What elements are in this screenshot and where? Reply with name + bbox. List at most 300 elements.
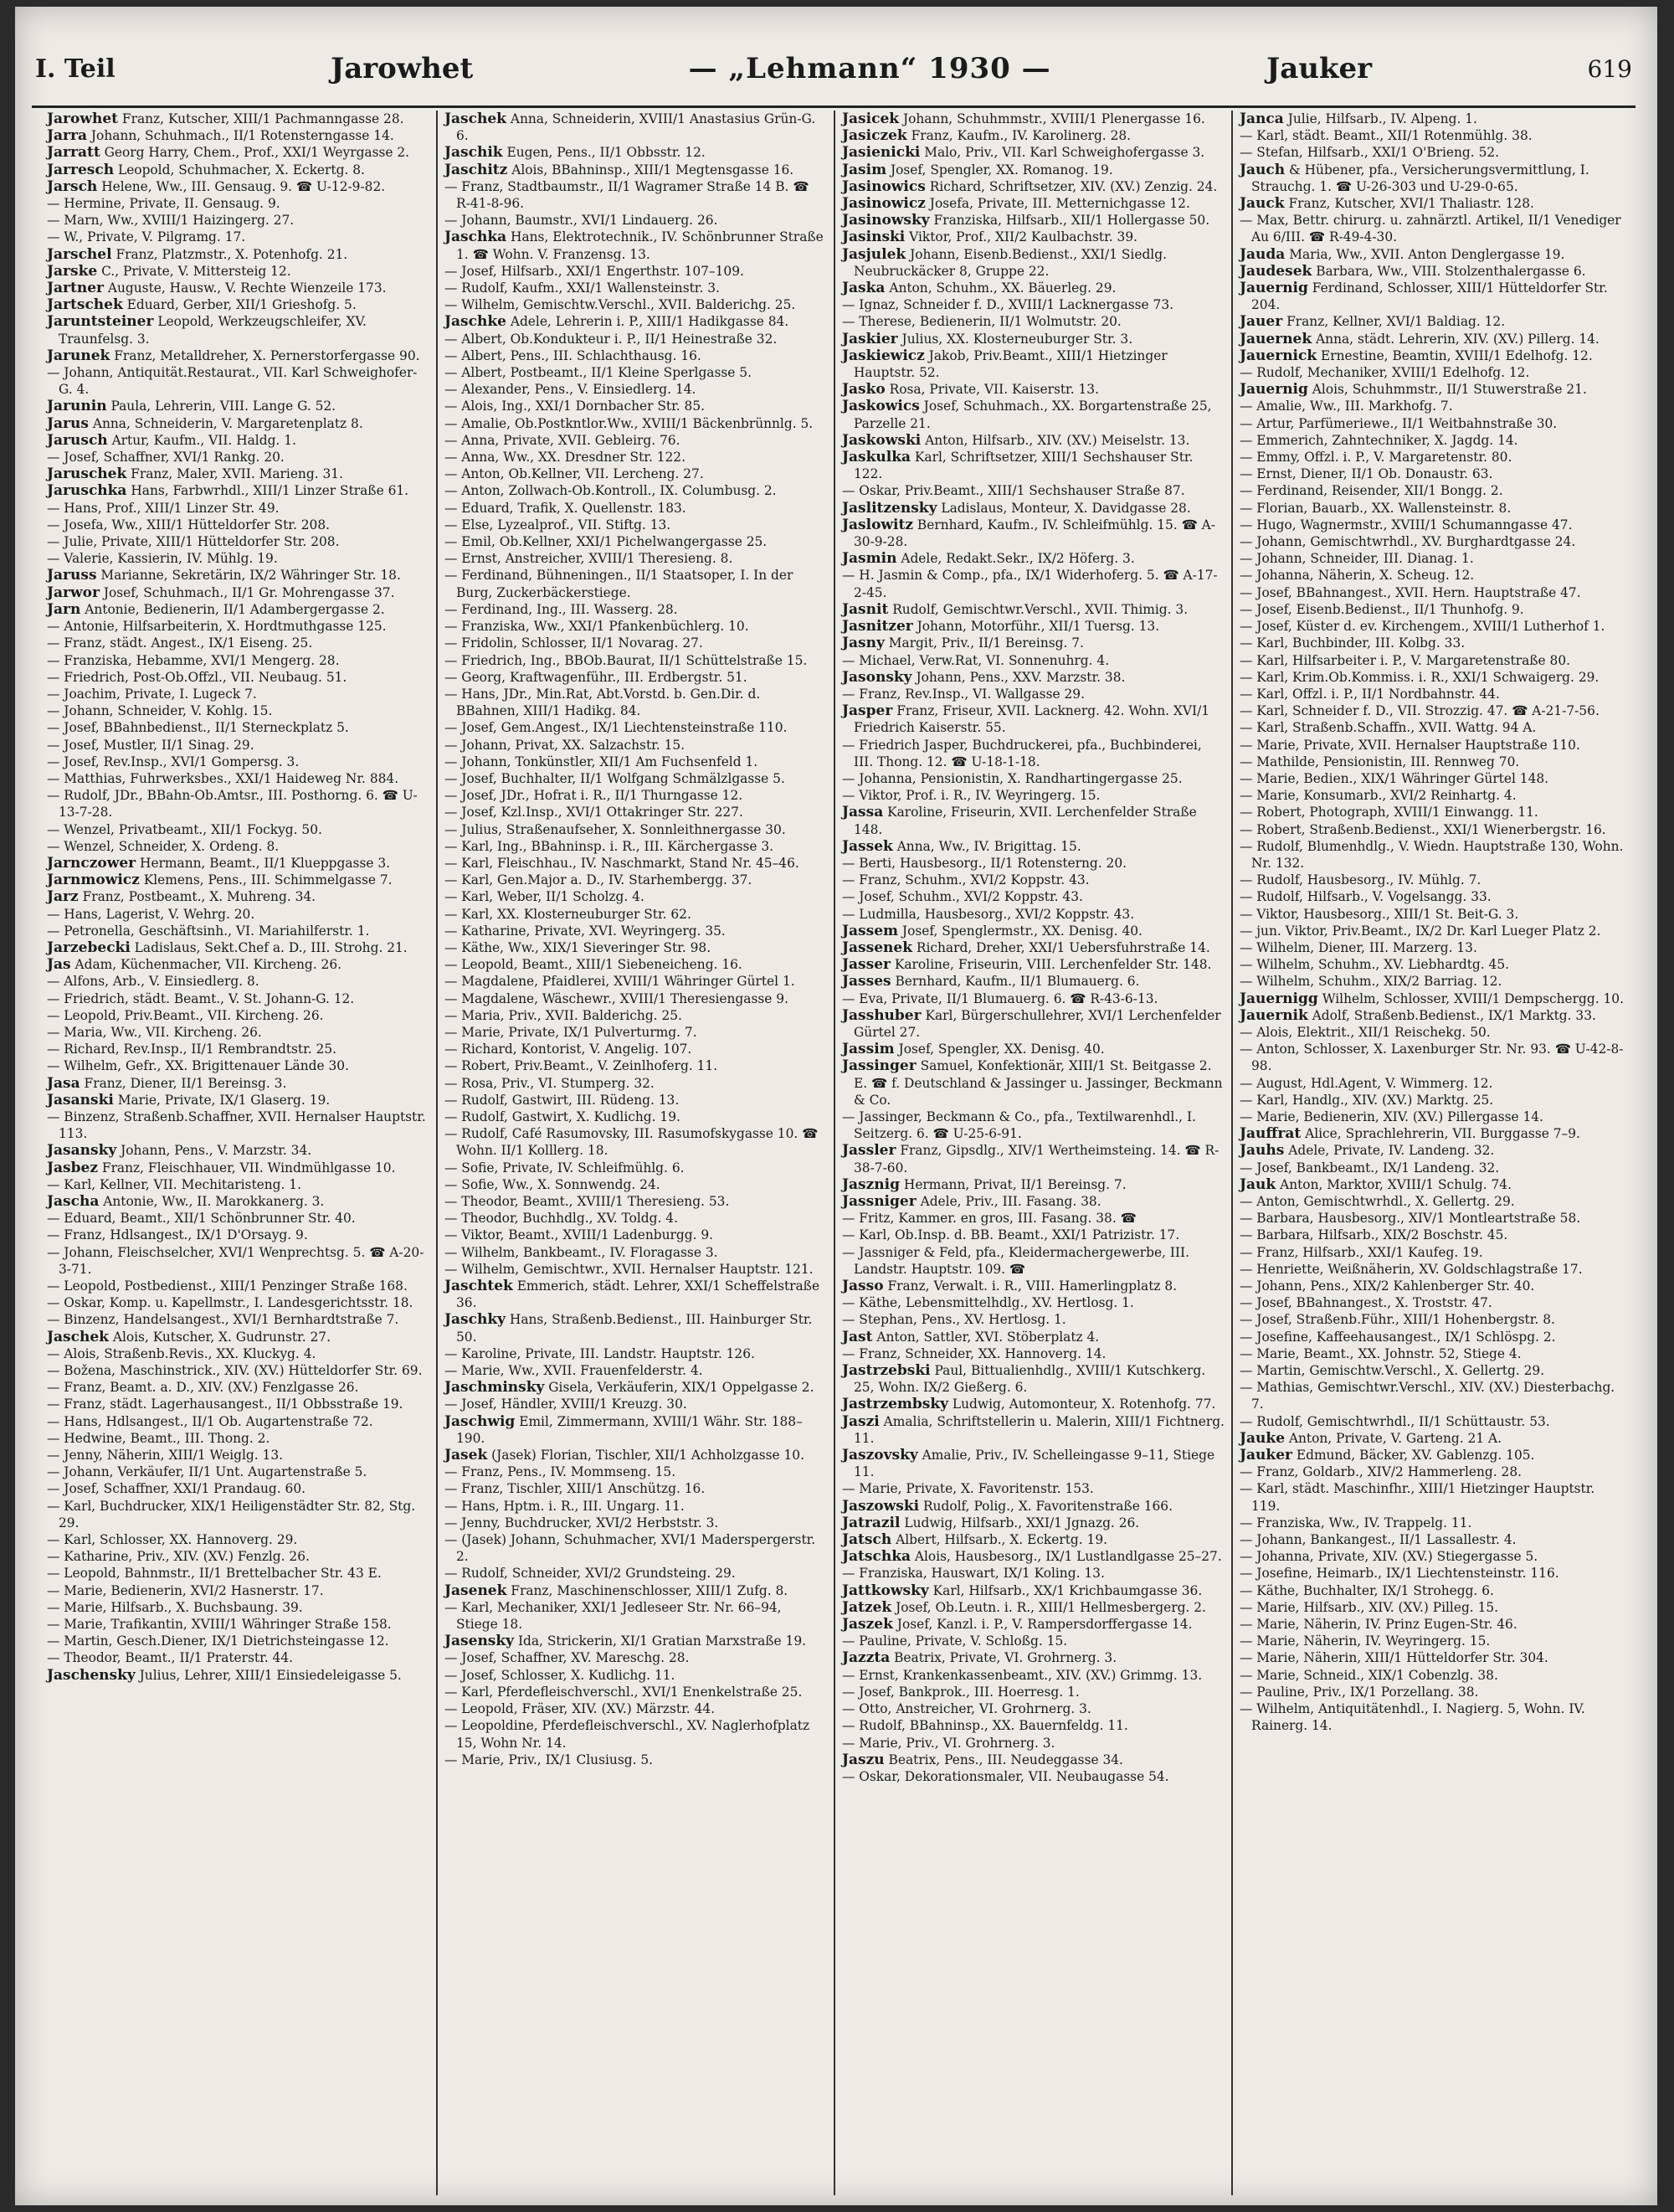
directory-entry: — Hedwine, Beamt., III. Thong. 2.: [47, 1430, 270, 1446]
directory-entry: — Karl, städt. Beamt., XII/1 Rotenmühlg. 38.: [1240, 128, 1533, 144]
directory-entry: Jauernig Alois, Schuhmmstr., II/1 Stuwerstraße 21.: [1240, 381, 1587, 399]
directory-entry: Jaruss Marianne, Sekretärin, IX/2 Währinger Str. 18.: [47, 567, 401, 584]
directory-entry: Janca Julie, Hilfsarb., IV. Alpeng. 1.: [1240, 111, 1477, 127]
directory-entry: — Oskar, Komp. u. Kapellmstr., I. Landesgerichtsstr. 18.: [47, 1295, 413, 1311]
directory-entry: — Josef, Gem.Angest., IX/1 Liechtensteinstraße 110.: [444, 720, 788, 736]
directory-entry: — Josef, Bankprok., III. Hoerresg. 1.: [842, 1684, 1080, 1700]
directory-entry: — Otto, Anstreicher, VI. Grohrnerg. 3.: [842, 1701, 1091, 1717]
column-3: [835, 111, 1233, 2195]
directory-entry: — Alois, Ing., XXI/1 Dornbacher Str. 85.: [444, 399, 706, 414]
directory-entry: — Therese, Bedienerin, II/1 Wolmutstr. 20.: [842, 314, 1122, 330]
directory-entry: — Martin, Gesch.Diener, IX/1 Dietrichsteingasse 12.: [47, 1633, 389, 1649]
directory-entry: — Wilhelm, Bankbeamt., IV. Floragasse 3.: [444, 1244, 718, 1260]
directory-title: — „Lehmann“ 1930 —: [688, 52, 1051, 85]
directory-entry: — Mathias, Gemischtwr.Verschl., XIV. (XV.) Diesterbachg. 7.: [1240, 1380, 1615, 1412]
directory-entry: — Karl, Gen.Major a. D., IV. Starhembergg. 37.: [444, 872, 752, 888]
directory-entry: — Johann, Baumstr., XVI/1 Lindauerg. 26.: [444, 213, 718, 229]
directory-entry: — Joachim, Private, I. Lugeck 7.: [47, 686, 257, 702]
directory-entry: Jauernek Anna, städt. Lehrerin, XIV. (XV.) Pillerg. 14.: [1240, 330, 1600, 347]
directory-entry: Jauffrat Alice, Sprachlehrerin, VII. Burggasse 7–9.: [1240, 1125, 1580, 1143]
directory-entry: — Wenzel, Schneider, X. Ordeng. 8.: [47, 838, 280, 854]
directory-entry: — Jenny, Buchdrucker, XVI/2 Herbststr. 3.: [444, 1515, 719, 1530]
directory-entry: Jastrzembsky Ludwig, Automonteur, X. Rotenhofg. 77.: [842, 1396, 1216, 1413]
directory-entry: — Hermine, Private, II. Gensaug. 9.: [47, 196, 280, 212]
directory-entry: — Robert, Photograph, XVIII/1 Einwangg. 11.: [1240, 805, 1538, 820]
directory-entry: — Ferdinand, Bühneningen., II/1 Staatsoper, I. In der Burg, Zuckerbäckerstiege.: [444, 568, 793, 600]
directory-entry: — Josef, Schaffner, XV. Mareschg. 28.: [444, 1650, 690, 1666]
directory-entry: Jattkowsky Karl, Hilfsarb., XX/1 Krichbaumgasse 36.: [842, 1582, 1203, 1599]
directory-entry: — Julius, Straßenaufseher, X. Sonnleithnergasse 30.: [444, 821, 786, 837]
directory-entry: — Ernst, Krankenkassenbeamt., XIV. (XV.) Grimmg. 13.: [842, 1667, 1203, 1683]
directory-entry: Jatschka Alois, Hausbesorg., IX/1 Lustlandlgasse 25–27.: [842, 1548, 1222, 1566]
directory-entry: — Hans, Hdlsangest., II/1 Ob. Augartenstraße 72.: [47, 1413, 373, 1429]
directory-entry: — Anton, Zollwach-Ob.Kontroll., IX. Columbusg. 2.: [444, 483, 777, 499]
directory-entry: — Katharine, Private, XVI. Weyringerg. 35.: [444, 923, 726, 939]
directory-entry: — Josef, Schuhm., XVI/2 Koppstr. 43.: [842, 889, 1083, 905]
directory-entry: Jartner Auguste, Hausw., V. Rechte Wienzeile 173.: [47, 280, 387, 297]
directory-entry: Jasenek Franz, Maschinenschlosser, XIII/1 Zufg. 8.: [444, 1582, 788, 1599]
directory-entry: — jun. Viktor, Priv.Beamt., IX/2 Dr. Karl Lueger Platz 2.: [1240, 923, 1601, 939]
directory-entry: — Ernst, Anstreicher, XVIII/1 Theresieng. 8.: [444, 551, 733, 567]
directory-entry: Jasny Margit, Priv., II/1 Bereinsg. 7.: [842, 635, 1084, 652]
directory-entry: Jassenek Richard, Dreher, XXI/1 Uebersfuhrstraße 14.: [842, 939, 1210, 956]
directory-entry: Jarresch Leopold, Schuhmacher, X. Eckertg. 8.: [47, 161, 365, 178]
directory-entry: — Božena, Maschinstrick., XIV. (XV.) Hütteldorfer Str. 69.: [47, 1363, 423, 1379]
directory-entry: Jasper Franz, Friseur, XVII. Lacknerg. 42. Wohn. XVI/1 Friedrich Kaiserstr. 55.: [842, 702, 1210, 736]
directory-entry: — Johann, Schneider, III. Dianag. 1.: [1240, 551, 1474, 567]
directory-entry: Jassa Karoline, Friseurin, XVII. Lerchenfelder Straße 148.: [842, 804, 1197, 837]
directory-entry: — Karl, Krim.Ob.Kommiss. i. R., XXI/1 Schwaigerg. 29.: [1240, 669, 1600, 685]
entry-columns: [40, 111, 1630, 2195]
directory-entry: Jarratt Georg Harry, Chem., Prof., XXI/1 Weyrgasse 2.: [47, 144, 410, 162]
directory-entry: — Marie, Beamt., XX. Johnstr. 52, Stiege 4.: [1240, 1345, 1522, 1361]
directory-entry: Jassler Franz, Gipsdlg., XIV/1 Wertheimsteing. 14. ☎ R-38-7-60.: [842, 1142, 1220, 1175]
directory-entry: Jasansky Johann, Pens., V. Marzstr. 34.: [47, 1142, 312, 1160]
directory-entry: Jaszu Beatrix, Pens., III. Neudeggasse 34.: [842, 1751, 1123, 1768]
directory-entry: Jasnitzer Johann, Motorführ., XII/1 Tuersg. 13.: [842, 618, 1160, 635]
directory-entry: Jaschik Eugen, Pens., II/1 Obbsstr. 12.: [444, 144, 706, 162]
directory-entry: Jaschky Hans, Straßenb.Bedienst., III. Hainburger Str. 50.: [444, 1311, 813, 1345]
directory-entry: Jaschek Alois, Kutscher, X. Gudrunstr. 27.: [47, 1328, 331, 1345]
directory-entry: — Josef, JDr., Hofrat i. R., II/1 Thurngasse 12.: [444, 788, 743, 804]
directory-entry: — Ignaz, Schneider f. D., XVIII/1 Lacknergasse 73.: [842, 297, 1174, 313]
directory-entry: Jascha Antonie, Ww., II. Marokkanerg. 3.: [47, 1193, 325, 1210]
directory-entry: — Berti, Hausbesorg., II/1 Rotensterng. 20.: [842, 855, 1127, 871]
directory-entry: Jarunek Franz, Metalldreher, X. Pernerstorfergasse 90.: [47, 347, 420, 364]
directory-entry: — Antonie, Hilfsarbeiterin, X. Hordtmuthgasse 125.: [47, 619, 387, 635]
directory-entry: — Franz, Hilfsarb., XXI/1 Kaufeg. 19.: [1240, 1244, 1483, 1260]
directory-entry: — Viktor, Prof. i. R., IV. Weyringerg. 15.: [842, 788, 1101, 804]
directory-entry: — Karl, Straßenb.Schaffn., XVII. Wattg. 94 A.: [1240, 720, 1537, 736]
directory-entry: Jauernik Adolf, Straßenb.Bedienst., IX/1 Marktg. 33.: [1240, 1006, 1596, 1024]
directory-entry: — Theodor, Beamt., XVIII/1 Theresieng. 53.: [444, 1194, 730, 1209]
directory-entry: Jarunin Paula, Lehrerin, VIII. Lange G. 52.: [47, 398, 336, 415]
directory-entry: Jaszovsky Amalie, Priv., IV. Schelleingasse 9–11, Stiege 11.: [842, 1447, 1215, 1480]
directory-entry: — Jenny, Näherin, XIII/1 Weiglg. 13.: [47, 1448, 284, 1464]
directory-entry: — Florian, Bauarb., XX. Wallensteinstr. 8.: [1240, 500, 1512, 516]
directory-entry: — Josef, Eisenb.Bedienst., II/1 Thunhofg. 9.: [1240, 601, 1524, 617]
directory-entry: — Josef, Schaffner, XXI/1 Prandaug. 60.: [47, 1481, 306, 1497]
directory-entry: — Alexander, Pens., V. Einsiedlerg. 14.: [444, 382, 696, 398]
directory-entry: — Else, Lyzealprof., VII. Stiftg. 13.: [444, 517, 671, 532]
directory-entry: — Sofie, Private, IV. Schleifmühlg. 6.: [444, 1160, 685, 1175]
directory-entry: — Johann, Bankangest., II/1 Lassallestr. 4.: [1240, 1532, 1517, 1548]
directory-entry: Jaschka Hans, Elektrotechnik., IV. Schönbrunner Straße 1. ☎ Wohn. V. Franzensg. 13.: [444, 229, 824, 262]
directory-entry: — Franz, Schuhm., XVI/2 Koppstr. 43.: [842, 872, 1090, 888]
directory-entry: — Ferdinand, Reisender, XII/1 Bongg. 2.: [1240, 483, 1503, 499]
directory-entry: — Rudolf, JDr., BBahn-Ob.Amtsr., III. Posthorng. 6. ☎ U-13-7-28.: [47, 788, 418, 820]
column-1: [40, 111, 438, 2195]
directory-entry: — Leopold, Postbedienst., XIII/1 Penzinger Straße 168.: [47, 1278, 408, 1294]
directory-entry: Jast Anton, Sattler, XVI. Stöberplatz 4.: [842, 1328, 1100, 1345]
directory-entry: Jasa Franz, Diener, II/1 Bereinsg. 3.: [47, 1074, 287, 1092]
directory-entry: — Franz, Pens., IV. Mommseng. 15.: [444, 1464, 676, 1480]
directory-entry: Jasses Bernhard, Kaufm., II/1 Blumauerg. 6.: [842, 973, 1140, 990]
first-entry-keyword: Jarowhet: [331, 52, 474, 85]
directory-entry: — Marie, Bedien., XIX/1 Währinger Gürtel 148.: [1240, 770, 1549, 786]
directory-entry: — Franz, Beamt. a. D., XIV. (XV.) Fenzlgasse 26.: [47, 1380, 359, 1396]
directory-entry: — Leopold, Beamt., XIII/1 Siebeneicheng. 16.: [444, 957, 742, 973]
directory-entry: — Richard, Rev.Insp., II/1 Rembrandtstr. 25.: [47, 1042, 337, 1057]
directory-entry: Jarz Franz, Postbeamt., X. Muhreng. 34.: [47, 888, 316, 906]
directory-entry: — Karl, Fleischhau., IV. Naschmarkt, Stand Nr. 45–46.: [444, 855, 799, 871]
directory-entry: — Josef, Straßenb.Führ., XIII/1 Hohenbergstr. 8.: [1240, 1312, 1555, 1328]
directory-entry: — Marie, Private, XVII. Hernalser Hauptstraße 110.: [1240, 737, 1580, 753]
directory-entry: — Josef, Schaffner, XVI/1 Rankg. 20.: [47, 450, 285, 466]
directory-entry: Jaschminsky Gisela, Verkäuferin, XIX/1 Oppelgasse 2.: [444, 1379, 814, 1397]
directory-entry: Jaszowski Rudolf, Polig., X. Favoritenstraße 166.: [842, 1497, 1173, 1515]
directory-entry: Jarowhet Franz, Kutscher, XIII/1 Pachmanngasse 28.: [47, 111, 404, 127]
directory-entry: Jasinowics Richard, Schriftsetzer, XIV. (XV.) Zenzig. 24.: [842, 177, 1218, 195]
directory-entry: Jauhs Adele, Private, IV. Landeng. 32.: [1240, 1142, 1495, 1160]
directory-entry: — Franz, Stadtbaumstr., II/1 Wagramer Straße 14 B. ☎ R-41-8-96.: [444, 178, 809, 212]
directory-entry: — Wilhelm, Antiquitätenhdl., I. Nagierg. 5, Wohn. IV. Rainerg. 14.: [1240, 1701, 1585, 1734]
last-entry-keyword: Jauker: [1266, 52, 1373, 85]
directory-entry: Jassim Josef, Spengler, XX. Denisg. 40.: [842, 1041, 1105, 1058]
directory-entry: — Magdalene, Wäschewr., XVIII/1 Theresiengasse 9.: [444, 990, 788, 1006]
directory-entry: — Robert, Priv.Beamt., V. Zeinlhoferg. 11.: [444, 1058, 718, 1074]
directory-entry: — Wilhelm, Gefr., XX. Brigittenauer Lände 30.: [47, 1058, 349, 1074]
directory-entry: Jasiczek Franz, Kaufm., IV. Karolinerg. 28.: [842, 127, 1132, 145]
directory-entry: Jaschwig Emil, Zimmermann, XVIII/1 Währ. Str. 188–190.: [444, 1412, 803, 1446]
directory-entry: Jasshuber Karl, Bürgerschullehrer, XVI/1 Lerchenfelder Gürtel 27.: [842, 1006, 1221, 1040]
directory-entry: — Leopold, Bahnmstr., II/1 Brettelbacher Str. 43 E.: [47, 1566, 382, 1582]
directory-entry: — Theodor, Beamt., II/1 Praterstr. 44.: [47, 1650, 294, 1666]
directory-entry: Jartschek Eduard, Gerber, XII/1 Grieshofg. 5.: [47, 296, 357, 314]
directory-entry: Jauernick Ernestine, Beamtin, XVIII/1 Edelhofg. 12.: [1240, 347, 1593, 364]
directory-entry: Jauch & Hübener, pfa., Versicherungsvermittlung, I. Strauchg. 1. ☎ U-26-303 und U-29-0-65.: [1240, 161, 1589, 194]
directory-entry: — Martin, Gemischtw.Verschl., X. Gellertg. 29.: [1240, 1363, 1545, 1379]
directory-entry: Jaskiewicz Jakob, Priv.Beamt., XIII/1 Hietzinger Hauptstr. 52.: [842, 347, 1168, 381]
directory-entry: — Viktor, Hausbesorg., XIII/1 St. Beit-G. 3.: [1240, 906, 1519, 922]
directory-entry: Jaskulka Karl, Schriftsetzer, XIII/1 Sechshauser Str. 122.: [842, 449, 1194, 482]
directory-entry: Jasko Rosa, Private, VII. Kaiserstr. 13.: [842, 381, 1099, 399]
part-label: I. Teil: [35, 54, 116, 84]
directory-entry: Jarra Johann, Schuhmach., II/1 Rotensterngasse 14.: [47, 127, 394, 145]
directory-entry: — Anna, Private, XVII. Gebleirg. 76.: [444, 432, 680, 448]
directory-entry: — Rudolf, BBahninsp., XX. Bauernfeldg. 11.: [842, 1718, 1128, 1734]
directory-entry: — Marie, Private, X. Favoritenstr. 153.: [842, 1481, 1094, 1497]
directory-entry: — Friedrich, Post-Ob.Offzl., VII. Neubaug. 51.: [47, 669, 347, 685]
directory-entry: — Emil, Ob.Kellner, XXI/1 Pichelwangergasse 25.: [444, 534, 768, 550]
directory-entry: Jasensky Ida, Strickerin, XI/1 Gratian Marxstraße 19.: [444, 1633, 807, 1650]
directory-entry: — Franziska, Hebamme, XVI/1 Mengerg. 28.: [47, 652, 340, 668]
directory-entry: Jaszek Josef, Kanzl. i. P., V. Rampersdorffergasse 14.: [842, 1616, 1193, 1633]
directory-entry: — Binzenz, Handelsangest., XVI/1 Bernhardtstraße 7.: [47, 1312, 399, 1328]
directory-entry: Jassem Josef, Spenglermstr., XX. Denisg. 40.: [842, 922, 1143, 939]
directory-entry: Jasinowsky Franziska, Hilfsarb., XII/1 Hollergasse 50.: [842, 212, 1210, 229]
directory-entry: Jasbez Franz, Fleischhauer, VII. Windmühlgasse 10.: [47, 1159, 396, 1176]
directory-entry: Jauke Anton, Private, V. Garteng. 21 A.: [1240, 1429, 1502, 1447]
directory-entry: Jasso Franz, Verwalt. i. R., VIII. Hamerlingplatz 8.: [842, 1278, 1178, 1295]
directory-entry: — Wilhelm, Schuhm., XV. Liebhardtg. 45.: [1240, 957, 1510, 973]
directory-entry: — Albert, Pens., III. Schlachthausg. 16.: [444, 347, 701, 363]
directory-entry: — Marn, Ww., XVIII/1 Haizingerg. 27.: [47, 213, 295, 229]
directory-entry: — Hans, Hptm. i. R., III. Ungarg. 11.: [444, 1498, 685, 1514]
directory-entry: — Anton, Gemischtwrhdl., X. Gellertg. 29.: [1240, 1194, 1515, 1209]
directory-entry: — Stefan, Hilfsarb., XXI/1 O'Brieng. 52.: [1240, 145, 1500, 161]
directory-entry: — Käthe, Ww., XIX/1 Sieveringer Str. 98.: [444, 939, 711, 955]
directory-entry: Jaschek Anna, Schneiderin, XVIII/1 Anastasius Grün-G. 6.: [444, 111, 816, 144]
directory-entry: — Friedrich, Ing., BBOb.Baurat, II/1 Schüttelstraße 15.: [444, 652, 808, 668]
directory-entry: — Ferdinand, Ing., III. Wasserg. 28.: [444, 601, 678, 617]
directory-entry: — Rudolf, Gastwirt, X. Kudlichg. 19.: [444, 1109, 680, 1124]
directory-entry: — Marie, Trafikantin, XVIII/1 Währinger Straße 158.: [47, 1617, 392, 1633]
directory-entry: — Leopold, Priv.Beamt., VII. Kircheng. 26.: [47, 1007, 324, 1023]
directory-entry: Jasonsky Johann, Pens., XXV. Marzstr. 38.: [842, 668, 1126, 686]
directory-entry: — Johann, Gemischtwrhdl., XV. Burghardtgasse 24.: [1240, 534, 1576, 550]
directory-entry: Jasanski Marie, Private, IX/1 Glaserg. 19.: [47, 1091, 331, 1109]
directory-entry: — Johann, Privat, XX. Salzachstr. 15.: [444, 737, 686, 753]
directory-entry: — Rudolf, Gemischtwrhdl., II/1 Schüttaustr. 53.: [1240, 1413, 1550, 1429]
directory-entry: — Maria, Ww., VII. Kircheng. 26.: [47, 1024, 262, 1040]
directory-entry: Jaudesek Barbara, Ww., VIII. Stolzenthalergasse 6.: [1240, 262, 1586, 280]
directory-entry: — Anna, Ww., XX. Dresdner Str. 122.: [444, 450, 686, 466]
directory-entry: — Jassniger & Feld, pfa., Kleidermachergewerbe, III. Landstr. Hauptstr. 109. ☎: [842, 1244, 1189, 1277]
directory-entry: Jaruntsteiner Leopold, Werkzeugschleifer, XV. Traunfelsg. 3.: [47, 313, 367, 347]
directory-entry: Jarsch Helene, Ww., III. Gensaug. 9. ☎ U-12-9-82.: [47, 177, 386, 195]
directory-entry: Jarus Anna, Schneiderin, V. Margaretenplatz 8.: [47, 414, 363, 432]
directory-entry: — Anton, Ob.Kellner, VII. Lercheng. 27.: [444, 466, 704, 482]
directory-entry: Jaschke Adele, Lehrerin i. P., XIII/1 Hadikgasse 84.: [444, 313, 789, 331]
directory-entry: Jarzebecki Ladislaus, Sekt.Chef a. D., III. Strohg. 21.: [47, 939, 408, 956]
directory-entry: — Fridolin, Schlosser, II/1 Novarag. 27.: [444, 635, 703, 651]
column-4: [1233, 111, 1630, 2195]
directory-entry: — Hugo, Wagnermstr., XVIII/1 Schumanngasse 47.: [1240, 517, 1573, 532]
directory-entry: — Stephan, Pens., XV. Hertlosg. 1.: [842, 1312, 1066, 1328]
directory-entry: — Karl, Handlg., XIV. (XV.) Marktg. 25.: [1240, 1092, 1494, 1108]
directory-entry: Jarschel Franz, Platzmstr., X. Potenhofg. 21.: [47, 245, 348, 263]
directory-entry: Jaszi Amalia, Schriftstellerin u. Malerin, XIII/1 Fichtnerg. 11.: [842, 1412, 1225, 1446]
directory-entry: — Rudolf, Hilfsarb., V. Vogelsangg. 33.: [1240, 889, 1492, 905]
directory-entry: — Marie, Näherin, XIII/1 Hütteldorfer Str. 304.: [1240, 1650, 1548, 1666]
directory-entry: — Artur, Parfümeriewe., II/1 Weitbahnstraße 30.: [1240, 415, 1558, 431]
directory-entry: Jaskowics Josef, Schuhmach., XX. Borgartenstraße 25, Parzelle 21.: [842, 398, 1212, 431]
directory-entry: Jaslowitz Bernhard, Kaufm., IV. Schleifmühlg. 15. ☎ A-30-9-28.: [842, 516, 1215, 550]
directory-entry: — Mathilde, Pensionistin, III. Rennweg 70.: [1240, 754, 1520, 769]
directory-entry: — Friedrich Jasper, Buchdruckerei, pfa., Buchbinderei, III. Thong. 12. ☎ U-18-1-18.: [842, 737, 1202, 769]
directory-entry: — Josef, BBahnangest., XVII. Hern. Hauptstraße 47.: [1240, 584, 1581, 600]
directory-entry: — Rudolf, Schneider, XVI/2 Grundsteing. 29.: [444, 1566, 736, 1582]
directory-entry: — Karl, Weber, II/1 Scholzg. 4.: [444, 889, 644, 905]
directory-entry: Jatrazil Ludwig, Hilfsarb., XXI/1 Jgnazg. 26.: [842, 1514, 1140, 1531]
directory-entry: — Franziska, Hauswart, IX/1 Koling. 13.: [842, 1566, 1105, 1582]
directory-entry: — Hans, Lagerist, V. Wehrg. 20.: [47, 906, 255, 922]
directory-entry: — Magdalene, Pfaidlerei, XVIII/1 Währinger Gürtel 1.: [444, 974, 795, 990]
directory-entry: — Oskar, Priv.Beamt., XIII/1 Sechshauser Straße 87.: [842, 483, 1185, 499]
directory-entry: — Johann, Pens., XIX/2 Kahlenberger Str. 40.: [1240, 1278, 1535, 1294]
directory-entry: — Alois, Straßenb.Revis., XX. Kluckyg. 4.: [47, 1345, 316, 1361]
directory-entry: Jarusch Artur, Kaufm., VII. Haldg. 1.: [47, 431, 296, 449]
directory-entry: — Josef, Küster d. ev. Kirchengem., XVIII/1 Lutherhof 1.: [1240, 619, 1605, 635]
directory-entry: — Marie, Näherin, IV. Prinz Eugen-Str. 46.: [1240, 1617, 1517, 1633]
directory-entry: Jassek Anna, Ww., IV. Brigittag. 15.: [842, 837, 1081, 855]
directory-entry: — Josef, Mustler, II/1 Sinag. 29.: [47, 737, 254, 753]
directory-entry: — Franz, städt. Angest., IX/1 Eiseng. 25.: [47, 635, 313, 651]
directory-entry: Jatzek Josef, Ob.Leutn. i. R., XIII/1 Hellmesbergerg. 2.: [842, 1598, 1206, 1616]
directory-entry: — Josef, Hilfsarb., XXI/1 Engerthstr. 107–109.: [444, 263, 744, 279]
directory-entry: — Emmy, Offzl. i. P., V. Margaretenstr. 80.: [1240, 450, 1512, 466]
directory-entry: Jaschensky Julius, Lehrer, XIII/1 Einsiedeleigasse 5.: [47, 1666, 402, 1684]
directory-entry: — Matthias, Fuhrwerksbes., XXI/1 Haideweg Nr. 884.: [47, 770, 399, 786]
directory-entry: — W., Private, V. Pilgramg. 17.: [47, 229, 246, 245]
directory-entry: Jaskier Julius, XX. Klosterneuburger Str. 3.: [842, 330, 1133, 347]
directory-entry: — H. Jasmin & Comp., pfa., IX/1 Widerhoferg. 5. ☎ A-17-2-45.: [842, 568, 1218, 600]
directory-entry: — Johann, Antiquität.Restaurat., VII. Karl Schweighofer-G. 4.: [47, 365, 418, 398]
directory-entry: — Josefine, Heimarb., IX/1 Liechtensteinstr. 116.: [1240, 1566, 1559, 1582]
directory-entry: Jauk Anton, Marktor, XVIII/1 Schulg. 74.: [1240, 1175, 1512, 1193]
directory-entry: — Ludmilla, Hausbesorg., XVI/2 Koppstr. 43.: [842, 906, 1135, 922]
directory-entry: — Marie, Näherin, IV. Weyringerg. 15.: [1240, 1633, 1491, 1649]
directory-entry: — Amalie, Ob.Postkntlor.Ww., XVIII/1 Bäckenbrünnlg. 5.: [444, 415, 814, 431]
directory-entry: — Marie, Bedienerin, XIV. (XV.) Pillergasse 14.: [1240, 1109, 1543, 1124]
directory-entry: — Käthe, Buchhalter, IX/1 Strohegg. 6.: [1240, 1582, 1494, 1598]
directory-entry: — Leopoldine, Pferdefleischverschl., XV. Naglerhofplatz 15, Wohn Nr. 14.: [444, 1718, 810, 1751]
directory-entry: — Karl, Pferdefleischverschl., XVI/1 Enenkelstraße 25.: [444, 1684, 803, 1700]
directory-entry: — Binzenz, Straßenb.Schaffner, XVII. Hernalser Hauptstr. 113.: [47, 1109, 426, 1142]
directory-entry: — Katharine, Priv., XIV. (XV.) Fenzlg. 26.: [47, 1549, 310, 1565]
directory-entry: — Petronella, Geschäftsinh., VI. Mariahilferstr. 1.: [47, 923, 370, 939]
directory-entry: — Karl, städt. Maschinfhr., XIII/1 Hietzinger Hauptstr. 119.: [1240, 1481, 1595, 1514]
directory-entry: — Wilhelm, Gemischtwr., XVII. Hernalser Hauptstr. 121.: [444, 1261, 814, 1277]
column-2: [438, 111, 835, 2195]
directory-entry: — Josef, Bankbeamt., IX/1 Landeng. 32.: [1240, 1160, 1500, 1175]
directory-entry: — August, Hdl.Agent, V. Wimmerg. 12.: [1240, 1075, 1493, 1091]
directory-entry: — Albert, Ob.Kondukteur i. P., II/1 Heinestraße 32.: [444, 331, 778, 347]
directory-entry: — Rudolf, Kaufm., XXI/1 Wallensteinstr. 3.: [444, 280, 720, 296]
directory-entry: Jasicek Johann, Schuhmmstr., XVIII/1 Plenergasse 16.: [842, 111, 1205, 127]
directory-entry: Jarn Antonie, Bedienerin, II/1 Adambergergasse 2.: [47, 600, 385, 618]
directory-entry: Jarwor Josef, Schuhmach., II/1 Gr. Mohrengasse 37.: [47, 584, 395, 601]
directory-entry: Jaska Anton, Schuhm., XX. Bäuerleg. 29.: [842, 280, 1117, 297]
directory-entry: Jauernig Ferdinand, Schlosser, XIII/1 Hütteldorfer Str. 204.: [1240, 280, 1608, 313]
directory-entry: Jasim Josef, Spengler, XX. Romanog. 19.: [842, 161, 1113, 178]
directory-entry: Jaruschek Franz, Maler, XVII. Marieng. 31.: [47, 466, 343, 483]
directory-entry: Jasmin Adele, Redakt.Sekr., IX/2 Höferg. 3.: [842, 550, 1135, 568]
directory-entry: — Amalie, Ww., III. Markhofg. 7.: [1240, 399, 1453, 414]
directory-entry: — Rudolf, Gastwirt, III. Rüdeng. 13.: [444, 1092, 680, 1108]
directory-entry: — Karl, Mechaniker, XXI/1 Jedleseer Str. Nr. 66–94, Stiege 18.: [444, 1599, 782, 1633]
directory-entry: — Johann, Tonkünstler, XII/1 Am Fuchsenfeld 1.: [444, 754, 758, 769]
directory-entry: Jastrzebski Paul, Bittualienhdlg., XVIII/1 Kutschkerg. 25, Wohn. IX/2 Gießerg. 6.: [842, 1362, 1206, 1396]
directory-entry: — Josef, Rev.Insp., XVI/1 Gompersg. 3.: [47, 754, 300, 769]
directory-entry: Jazzta Beatrix, Private, VI. Grohrnerg. 3.: [842, 1649, 1117, 1667]
directory-entry: Jarnczower Hermann, Beamt., II/1 Klueppgasse 3.: [47, 854, 391, 872]
directory-entry: — Leopold, Fräser, XIV. (XV.) Märzstr. 44.: [444, 1701, 716, 1717]
directory-entry: — Oskar, Dekorationsmaler, VII. Neubaugasse 54.: [842, 1768, 1169, 1784]
directory-entry: Jasznig Hermann, Privat, II/1 Bereinsg. 7.: [842, 1175, 1127, 1193]
directory-entry: Jarske C., Private, V. Mittersteig 12.: [47, 262, 291, 280]
directory-entry: Jauda Maria, Ww., XVII. Anton Denglergasse 19.: [1240, 245, 1565, 263]
directory-entry: — Fritz, Kammer. en gros, III. Fasang. 38. ☎: [842, 1211, 1137, 1227]
directory-entry: — Rudolf, Café Rasumovsky, III. Rasumofskygasse 10. ☎ Wohn. II/1 Kolllerg. 18.: [444, 1126, 819, 1159]
directory-entry: Jaschtek Emmerich, städt. Lehrer, XXI/1 Scheffelstraße 36.: [444, 1278, 820, 1311]
directory-entry: Jasinowicz Josefa, Private, III. Metternichgasse 12.: [842, 195, 1190, 213]
directory-entry: Jauernigg Wilhelm, Schlosser, XVIII/1 Dempschergg. 10.: [1240, 990, 1624, 1007]
directory-entry: — Wilhelm, Gemischtw.Verschl., XVII. Balderichg. 25.: [444, 297, 796, 313]
directory-entry: Jauck Franz, Kutscher, XVI/1 Thaliastr. 128.: [1240, 195, 1534, 213]
directory-entry: — Pauline, Priv., IX/1 Porzellang. 38.: [1240, 1684, 1479, 1700]
directory-entry: — Rudolf, Hausbesorg., IV. Mühlg. 7.: [1240, 872, 1481, 888]
directory-entry: — Karl, Buchbinder, III. Kolbg. 33.: [1240, 635, 1466, 651]
directory-entry: — Ernst, Diener, II/1 Ob. Donaustr. 63.: [1240, 466, 1493, 482]
directory-page: [15, 7, 1657, 2205]
directory-entry: — Josef, Schlosser, X. Kudlichg. 11.: [444, 1667, 675, 1683]
directory-entry: — Marie, Private, IX/1 Pulverturmg. 7.: [444, 1024, 697, 1040]
directory-entry: Jasjulek Johann, Eisenb.Bedienst., XXI/1 Siedlg. Neubruckäcker 8, Gruppe 22.: [842, 245, 1167, 279]
directory-entry: — Josefa, Ww., XIII/1 Hütteldorfer Str. 208.: [47, 517, 330, 532]
directory-entry: — Karl, Schlosser, XX. Hannoverg. 29.: [47, 1532, 298, 1548]
directory-entry: — Johanna, Private, XIV. (XV.) Stiegergasse 5.: [1240, 1549, 1538, 1565]
directory-entry: — Alfons, Arb., V. Einsiedlerg. 8.: [47, 974, 259, 990]
directory-entry: — Hans, Prof., XIII/1 Linzer Str. 49.: [47, 500, 280, 516]
directory-entry: — Marie, Hilfsarb., XIV. (XV.) Pilleg. 15.: [1240, 1599, 1499, 1615]
directory-entry: — Maria, Priv., XVII. Balderichg. 25.: [444, 1007, 682, 1023]
directory-entry: Jaschitz Alois, BBahninsp., XIII/1 Megtensgasse 16.: [444, 161, 794, 178]
directory-entry: — Viktor, Beamt., XVIII/1 Ladenburgg. 9.: [444, 1227, 714, 1243]
directory-entry: — Franziska, Ww., XXI/1 Pfankenbüchlerg. 10.: [444, 619, 749, 635]
header-rule: [32, 105, 1635, 108]
directory-entry: Jassniger Adele, Priv., III. Fasang. 38.: [842, 1193, 1101, 1210]
directory-entry: — Karl, XX. Klosterneuburger Str. 62.: [444, 906, 691, 922]
directory-entry: — Karl, Buchdrucker, XIX/1 Heiligenstädter Str. 82, Stg. 29.: [47, 1498, 416, 1530]
directory-entry: — Rudolf, Mechaniker, XVIII/1 Edelhofg. 12.: [1240, 365, 1530, 381]
directory-entry: Jatsch Albert, Hilfsarb., X. Eckertg. 19.: [842, 1531, 1108, 1549]
directory-entry: — Josefine, Kaffeehausangest., IX/1 Schlöspg. 2.: [1240, 1329, 1556, 1345]
directory-entry: — Friedrich, städt. Beamt., V. St. Johann-G. 12.: [47, 990, 355, 1006]
directory-entry: — Michael, Verw.Rat, VI. Sonnenuhrg. 4.: [842, 652, 1110, 668]
directory-entry: — Marie, Hilfsarb., X. Buchsbaung. 39.: [47, 1599, 303, 1615]
directory-entry: — Franziska, Ww., IV. Trappelg. 11.: [1240, 1515, 1472, 1530]
directory-entry: Jasnit Rudolf, Gemischtwr.Verschl., XVII. Thimig. 3.: [842, 600, 1189, 618]
directory-entry: — Theodor, Buchhdlg., XV. Toldg. 4.: [444, 1211, 678, 1227]
directory-entry: — Barbara, Hausbesorg., XIV/1 Montleartstraße 58.: [1240, 1211, 1581, 1227]
directory-entry: — (Jasek) Johann, Schuhmacher, XVI/1 Maderspergerstr. 2.: [444, 1532, 816, 1565]
directory-entry: — Franz, Schneider, XX. Hannoverg. 14.: [842, 1345, 1107, 1361]
directory-entry: — Rudolf, Blumenhdlg., V. Wiedn. Hauptstraße 130, Wohn. Nr. 132.: [1240, 838, 1624, 871]
directory-entry: — Franz, Hdlsangest., IX/1 D'Orsayg. 9.: [47, 1227, 308, 1243]
directory-entry: — Henriette, Weißnäherin, XV. Goldschlagstraße 17.: [1240, 1261, 1583, 1277]
directory-entry: Jaruschka Hans, Farbwrhdl., XIII/1 Linzer Straße 61.: [47, 482, 409, 500]
directory-entry: — Valerie, Kassierin, IV. Mühlg. 19.: [47, 551, 278, 567]
directory-entry: — Franz, Goldarb., XIV/2 Hammerleng. 28.: [1240, 1464, 1523, 1480]
directory-entry: — Josef, BBahnangest., X. Troststr. 47.: [1240, 1295, 1492, 1311]
directory-entry: — Karl, Offzl. i. P., II/1 Nordbahnstr. 44.: [1240, 686, 1500, 702]
directory-entry: — Wilhelm, Schuhm., XIX/2 Barriag. 12.: [1240, 974, 1502, 990]
directory-entry: — Emmerich, Zahntechniker, X. Jagdg. 14.: [1240, 432, 1518, 448]
directory-entry: — Eduard, Trafik, X. Quellenstr. 183.: [444, 500, 686, 516]
directory-entry: — Käthe, Lebensmittelhdlg., XV. Hertlosg. 1.: [842, 1295, 1134, 1311]
